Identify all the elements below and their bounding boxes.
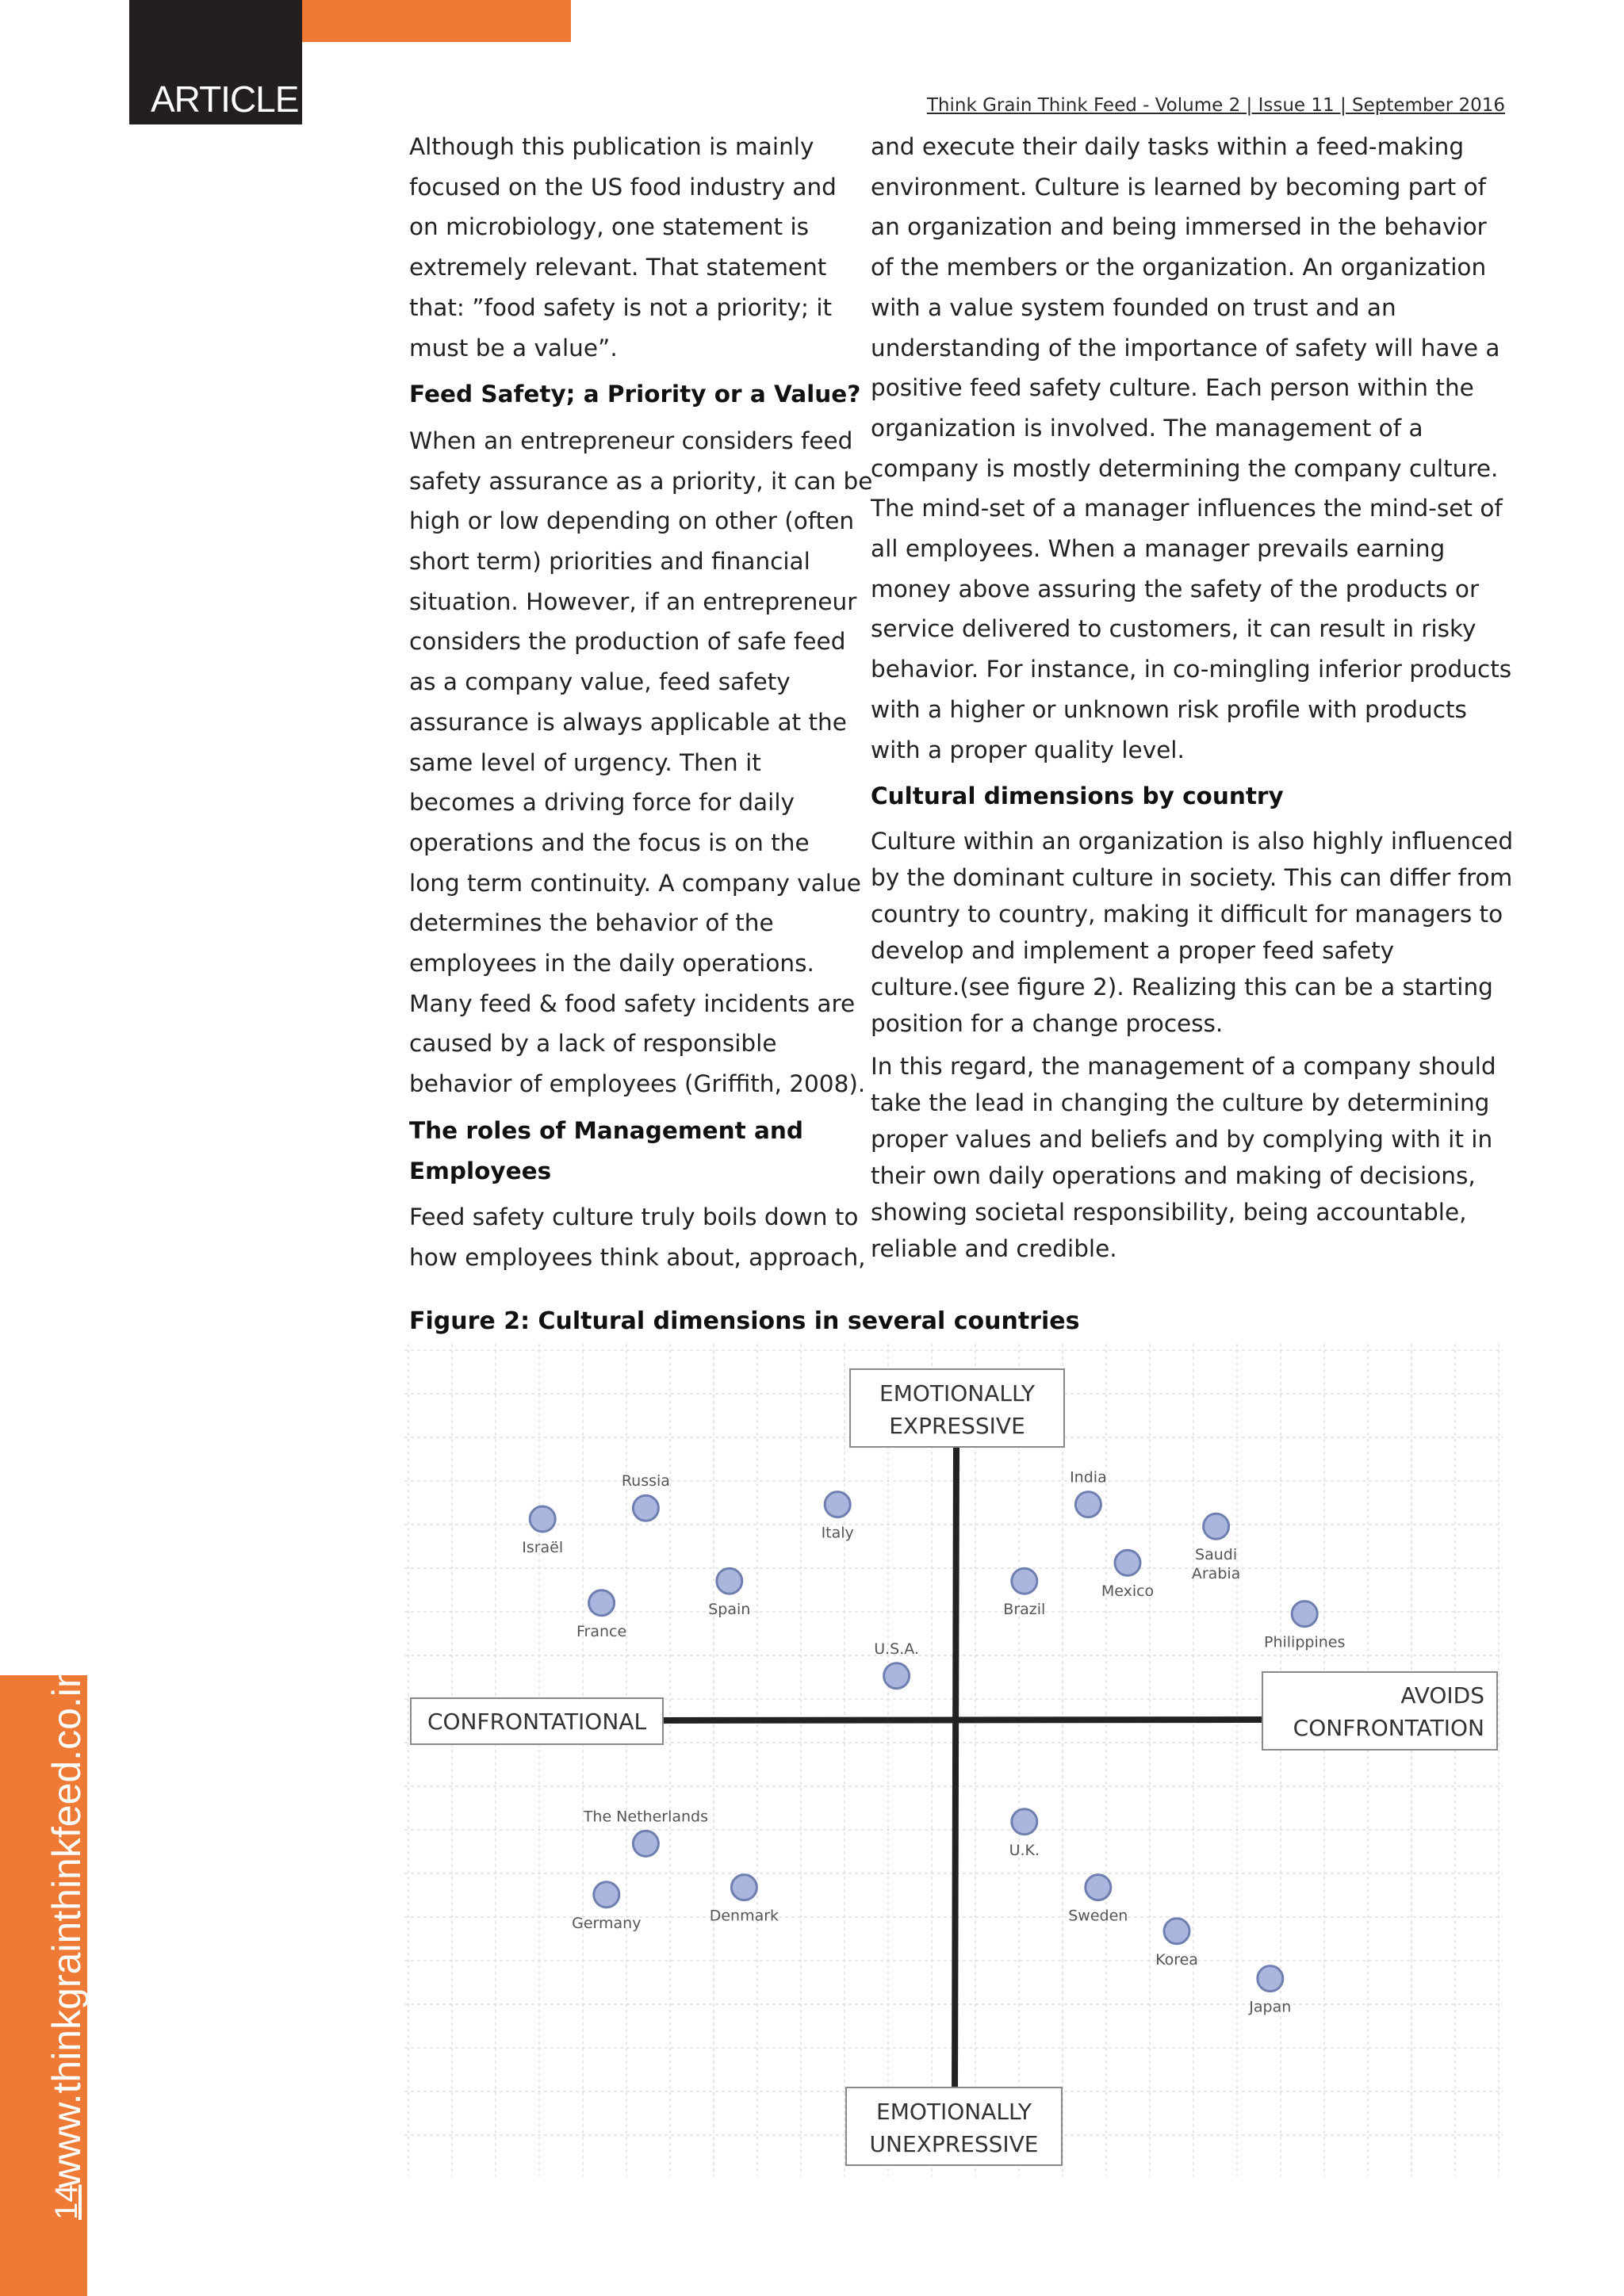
text-line: long term continuity. A company value (409, 869, 861, 897)
text-line: assurance is always applicable at the (409, 708, 847, 736)
point-label: Korea (1155, 1950, 1198, 1969)
country-point (1009, 1809, 1040, 1859)
point-marker (1204, 1513, 1229, 1539)
country-point (708, 1568, 750, 1618)
point-marker (594, 1882, 619, 1908)
point-label: Japan (1249, 1998, 1292, 2016)
country-point (710, 1875, 779, 1925)
point-label: Israël (522, 1539, 564, 1556)
dimensions-paragraph (871, 823, 1514, 1042)
axis-label-text: EMOTIONALLY (879, 1380, 1035, 1406)
text-line: all employees. When a manager prevails earning (871, 535, 1446, 563)
text-line: take the lead in changing the culture by determining (871, 1089, 1490, 1116)
axis-label-left (411, 1698, 663, 1744)
country-point (1155, 1919, 1198, 1969)
text-line: situation. However, if an entrepreneur (409, 587, 857, 615)
country-point (822, 1492, 854, 1542)
point-label: Denmark (709, 1907, 779, 1925)
text-line: Feed safety culture truly boils down to (409, 1203, 859, 1231)
text-line: proper values and beliefs and by complying with it in (871, 1125, 1493, 1153)
heading-line: Employees (409, 1157, 552, 1184)
point-label: Russia (621, 1472, 670, 1490)
text-line: with a value system founded on trust and an (871, 293, 1396, 321)
text-line: must be a value”. (409, 334, 618, 362)
axis-label-text: CONFRONTATION (1293, 1715, 1484, 1741)
axis-label-text: EXPRESSIVE (889, 1413, 1025, 1439)
text-line: safety assurance as a priority, it can be (409, 467, 873, 495)
section-label: ARTICLE (151, 78, 299, 120)
vertical-axis (955, 1447, 956, 2097)
priority-value-paragraph (409, 421, 873, 1104)
text-line: employees in the daily operations. (409, 950, 814, 978)
country-point (622, 1472, 670, 1521)
text-line: showing societal responsibility, being accountable, (871, 1198, 1467, 1226)
text-line: organization is involved. The management of a (871, 414, 1423, 442)
text-line: same level of urgency. Then it (409, 748, 761, 776)
point-marker (1292, 1601, 1317, 1627)
chart-axes (662, 1447, 1262, 2097)
country-point (874, 1640, 919, 1689)
left-column (409, 127, 873, 1278)
text-line: by the dominant culture in society. This can differ from (871, 863, 1513, 891)
point-marker (633, 1831, 658, 1856)
point-label: Mexico (1101, 1582, 1155, 1601)
heading-line: The roles of Management and (409, 1116, 803, 1144)
country-point (1003, 1568, 1045, 1618)
point-marker (884, 1663, 910, 1689)
text-line: an organization and being immersed in the behavior (871, 213, 1487, 241)
text-line: positive feed safety culture. Each person within the (871, 374, 1474, 402)
country-point (522, 1506, 563, 1556)
text-line: behavior of employees (Griffith, 2008). (409, 1070, 866, 1098)
text-line: culture.(see figure 2). Realizing this can be a starting (871, 973, 1493, 1001)
point-marker (1086, 1875, 1111, 1900)
point-label: France (576, 1622, 627, 1640)
point-label: Philippines (1264, 1633, 1346, 1651)
point-label: U.K. (1009, 1841, 1040, 1859)
text-line: understanding of the importance of safety will have a (871, 334, 1500, 362)
axis-label-bottom (846, 2087, 1062, 2165)
text-line: service delivered to customers, it can result in risky (871, 615, 1477, 643)
text-line: high or low depending on other (often (409, 507, 855, 535)
text-line: The mind-set of a manager influences the mind-set of (871, 495, 1503, 522)
point-label: The Netherlands (583, 1808, 709, 1826)
point-label: Arabia (1191, 1565, 1241, 1583)
point-label: India (1070, 1468, 1107, 1487)
text-line: becomes a driving force for daily (409, 789, 795, 817)
journal-issue-line: Think Grain Think Feed - Volume 2 | Issue 11 | September 2016 (926, 95, 1505, 116)
point-marker (1012, 1809, 1037, 1835)
text-line: how employees think about, approach, (409, 1243, 866, 1271)
axis-label-text: CONFRONTATIONAL (427, 1709, 647, 1735)
country-point (576, 1590, 626, 1640)
text-line: considers the production of safe feed (409, 628, 846, 656)
management-lead-paragraph (871, 1048, 1505, 1267)
text-line: When an entrepreneur considers feed (409, 427, 853, 454)
axis-label-text: EMOTIONALLY (876, 2099, 1032, 2125)
section-heading: Cultural dimensions by country (871, 783, 1284, 810)
country-point (1248, 1966, 1291, 2016)
text-line: that: ”food safety is not a priority; it (409, 293, 833, 321)
text-line: develop and implement a proper feed safety (871, 936, 1395, 964)
text-line: with a proper quality level. (871, 736, 1185, 763)
point-marker (825, 1492, 850, 1517)
point-marker (717, 1568, 742, 1594)
text-line: company is mostly determining the company culture. (871, 454, 1499, 482)
text-line: environment. Culture is learned by becoming part of (871, 173, 1487, 201)
point-label: Germany (572, 1914, 642, 1932)
point-label: Spain (708, 1601, 751, 1619)
point-marker (1115, 1550, 1140, 1575)
point-marker (1164, 1919, 1189, 1944)
text-line: and execute their daily tasks within a feed-making (871, 133, 1465, 160)
point-marker (1075, 1492, 1101, 1517)
text-line: Culture within an organization is also highly influenced (871, 827, 1514, 855)
intro-paragraph (409, 127, 853, 368)
text-line: operations and the focus is on the (409, 828, 810, 856)
text-line: focused on the US food industry and (409, 173, 837, 201)
text-line: position for a change process. (871, 1009, 1224, 1037)
point-marker (731, 1875, 756, 1900)
cultural-dimensions-chart (404, 1344, 1503, 2176)
text-line: as a company value, feed safety (409, 668, 791, 696)
text-line: behavior. For instance, in co-mingling inferior products (871, 656, 1512, 683)
point-marker (1258, 1966, 1283, 1992)
management-paragraph (409, 1197, 866, 1277)
section-heading (409, 1111, 853, 1191)
text-line: determines the behavior of the (409, 909, 774, 937)
point-label: Saudi (1195, 1546, 1238, 1564)
text-line: their own daily operations and making of decisions, (871, 1161, 1476, 1189)
text-line: country to country, making it difficult for managers to (871, 900, 1503, 928)
text-line: extremely relevant. That statement (409, 254, 827, 281)
text-line: In this regard, the management of a company should (871, 1052, 1496, 1080)
text-line: money above assuring the safety of the products or (871, 575, 1480, 603)
point-marker (589, 1590, 615, 1616)
axis-label-text: AVOIDS (1400, 1682, 1484, 1709)
country-point (1068, 1875, 1128, 1925)
axis-label-text: UNEXPRESSIVE (869, 2131, 1039, 2157)
country-point (1101, 1550, 1154, 1600)
figure-caption: Figure 2: Cultural dimensions in several countries (409, 1307, 1080, 1335)
text-line: on microbiology, one statement is (409, 213, 810, 241)
point-marker (530, 1506, 555, 1532)
country-point (572, 1882, 641, 1932)
country-point (1192, 1513, 1240, 1582)
text-line: short term) priorities and financial (409, 548, 810, 576)
point-marker (1012, 1568, 1037, 1594)
country-point (1070, 1469, 1107, 1517)
text-line: Many feed & food safety incidents are (409, 989, 856, 1017)
text-line: of the members or the organization. An organization (871, 254, 1487, 281)
point-marker (633, 1495, 658, 1521)
country-point (583, 1808, 708, 1856)
text-line: caused by a lack of responsible (409, 1030, 777, 1058)
point-label: U.S.A. (874, 1640, 919, 1658)
text-line: reliable and credible. (871, 1234, 1117, 1262)
text-line: with a higher or unknown risk profile with products (871, 695, 1467, 723)
axis-label-top (850, 1369, 1064, 1447)
point-label: Italy (821, 1524, 854, 1542)
website-url: www.thinkgrainthinkfeed.co.in (44, 1666, 89, 2188)
section-heading: Feed Safety; a Priority or a Value? (409, 381, 861, 408)
point-label: Sweden (1068, 1907, 1128, 1925)
axis-label-right (1262, 1672, 1497, 1750)
country-point (1264, 1601, 1345, 1651)
text-line: Although this publication is mainly (409, 133, 814, 160)
culture-paragraph (871, 127, 1512, 770)
right-column (871, 127, 1514, 1267)
page-number: 14 (49, 2184, 84, 2220)
point-label: Brazil (1003, 1601, 1046, 1619)
